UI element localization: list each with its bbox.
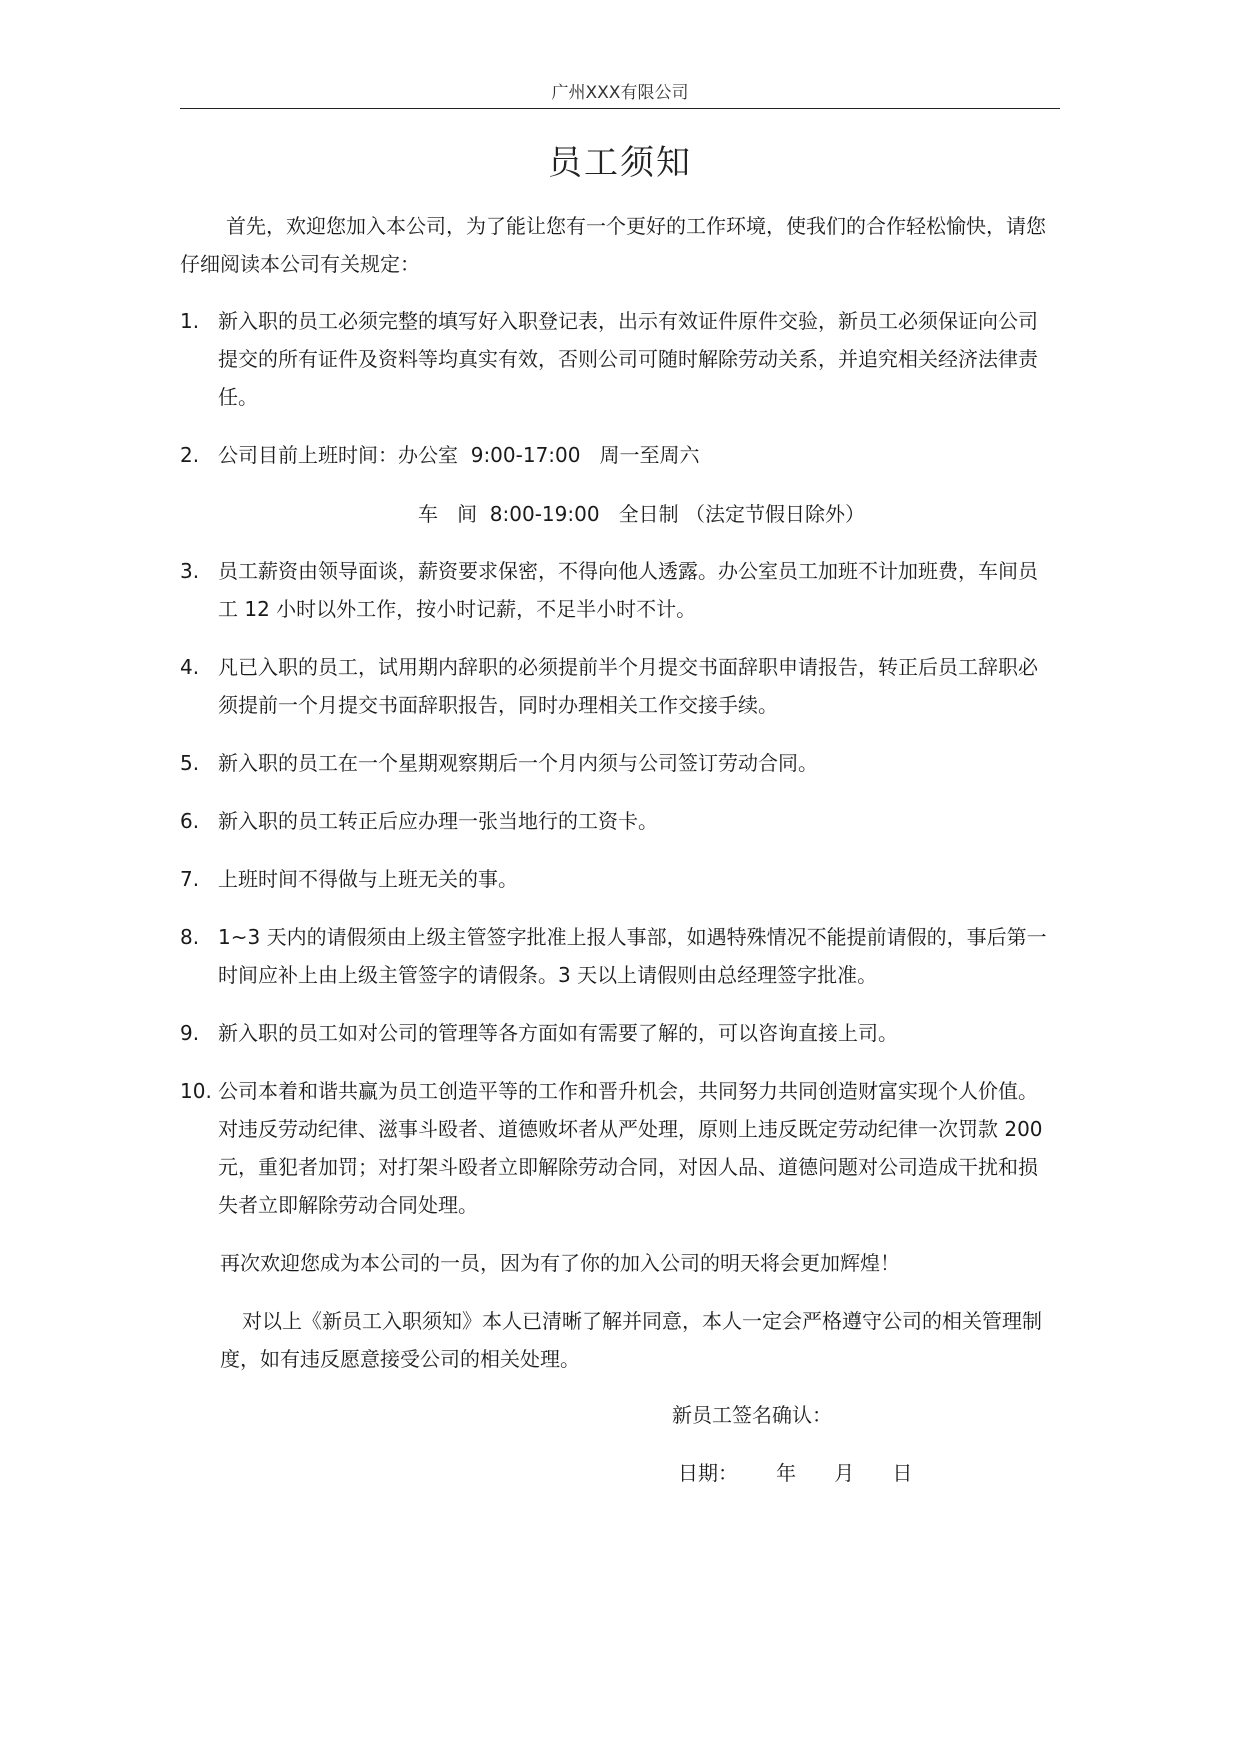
item-text: 新入职的员工如对公司的管理等各方面如有需要了解的，可以咨询直接上司。 xyxy=(218,1021,898,1045)
item-text: 新入职的员工必须完整的填写好入职登记表，出示有效证件原件交验，新员工必须保证向公司提交的所有证件及资料等均真实有效，否则公司可随时解除劳动关系，并追究相关经济法律责任。 xyxy=(218,309,1038,409)
list-item xyxy=(180,860,1055,898)
item-number: 1. xyxy=(180,309,200,333)
item-number: 6. xyxy=(180,809,200,833)
item-number: 7. xyxy=(180,867,200,891)
acknowledgement-paragraph: 对以上《新员工入职须知》本人已清晰了解并同意，本人一定会严格遵守公司的相关管理制度，如有违反愿意接受公司的相关处理。 xyxy=(220,1309,1042,1371)
list-item xyxy=(180,648,1055,724)
date-line: 日期： 年 月 日 xyxy=(678,1461,913,1485)
workshop-schedule-line: 车 间 8:00-19:00 全日制 （法定节假日除外） xyxy=(418,502,865,526)
item-text: 新入职的员工在一个星期观察期后一个月内须与公司签订劳动合同。 xyxy=(218,751,818,775)
item-text: 上班时间不得做与上班无关的事。 xyxy=(218,867,518,891)
list-item xyxy=(180,1072,1055,1224)
item-number: 9. xyxy=(180,1021,200,1045)
list-item xyxy=(180,1014,1055,1052)
item-text: 凡已入职的员工，试用期内辞职的必须提前半个月提交书面辞职申请报告，转正后员工辞职必须提前一个月提交书面辞职报告，同时办理相关工作交接手续。 xyxy=(218,655,1038,717)
list-item xyxy=(180,302,1055,416)
item-number: 2. xyxy=(180,443,200,467)
item-text: 员工薪资由领导面谈，薪资要求保密，不得向他人透露。办公室员工加班不计加班费，车间员工 12 小时以外工作，按小时记薪，不足半小时不计。 xyxy=(218,559,1038,621)
list-item xyxy=(180,552,1055,628)
list-item xyxy=(180,802,1055,840)
intro-paragraph: 首先，欢迎您加入本公司，为了能让您有一个更好的工作环境，使我们的合作轻松愉快，请您仔细阅读本公司有关规定： xyxy=(180,214,1046,276)
document-title: 员工须知 xyxy=(548,143,692,183)
item-text: 公司目前上班时间：办公室 9:00-17:00 周一至周六 xyxy=(218,443,700,467)
list-item xyxy=(180,918,1055,994)
list-item xyxy=(180,744,1055,782)
welcome-again-paragraph: 再次欢迎您成为本公司的一员，因为有了你的加入公司的明天将会更加辉煌！ xyxy=(220,1251,900,1275)
company-header: 广州XXX有限公司 xyxy=(551,83,689,103)
item-number: 3. xyxy=(180,559,200,583)
item-number: 10. xyxy=(180,1079,212,1103)
item-number: 5. xyxy=(180,751,200,775)
item-number: 4. xyxy=(180,655,200,679)
item-text: 1~3 天内的请假须由上级主管签字批准上报人事部，如遇特殊情况不能提前请假的，事后第一时间应补上由上级主管签字的请假条。3 天以上请假则由总经理签字批准。 xyxy=(218,925,1047,987)
signature-label: 新员工签名确认： xyxy=(672,1403,832,1427)
list-item xyxy=(180,436,1055,474)
item-text: 公司本着和谐共赢为员工创造平等的工作和晋升机会，共同努力共同创造财富实现个人价值。对违反劳动纪律、滋事斗殴者、道德败坏者从严处理，原则上违反既定劳动纪律一次罚款 200 元，重犯者加罚；对打架斗殴者立即解除劳动合同，对因人品、道德问题对公司造成干扰和损失者立即解除劳动合同处理。 xyxy=(218,1079,1043,1217)
header-divider xyxy=(180,108,1060,109)
item-text: 新入职的员工转正后应办理一张当地行的工资卡。 xyxy=(218,809,658,833)
item-number: 8. xyxy=(180,925,200,949)
